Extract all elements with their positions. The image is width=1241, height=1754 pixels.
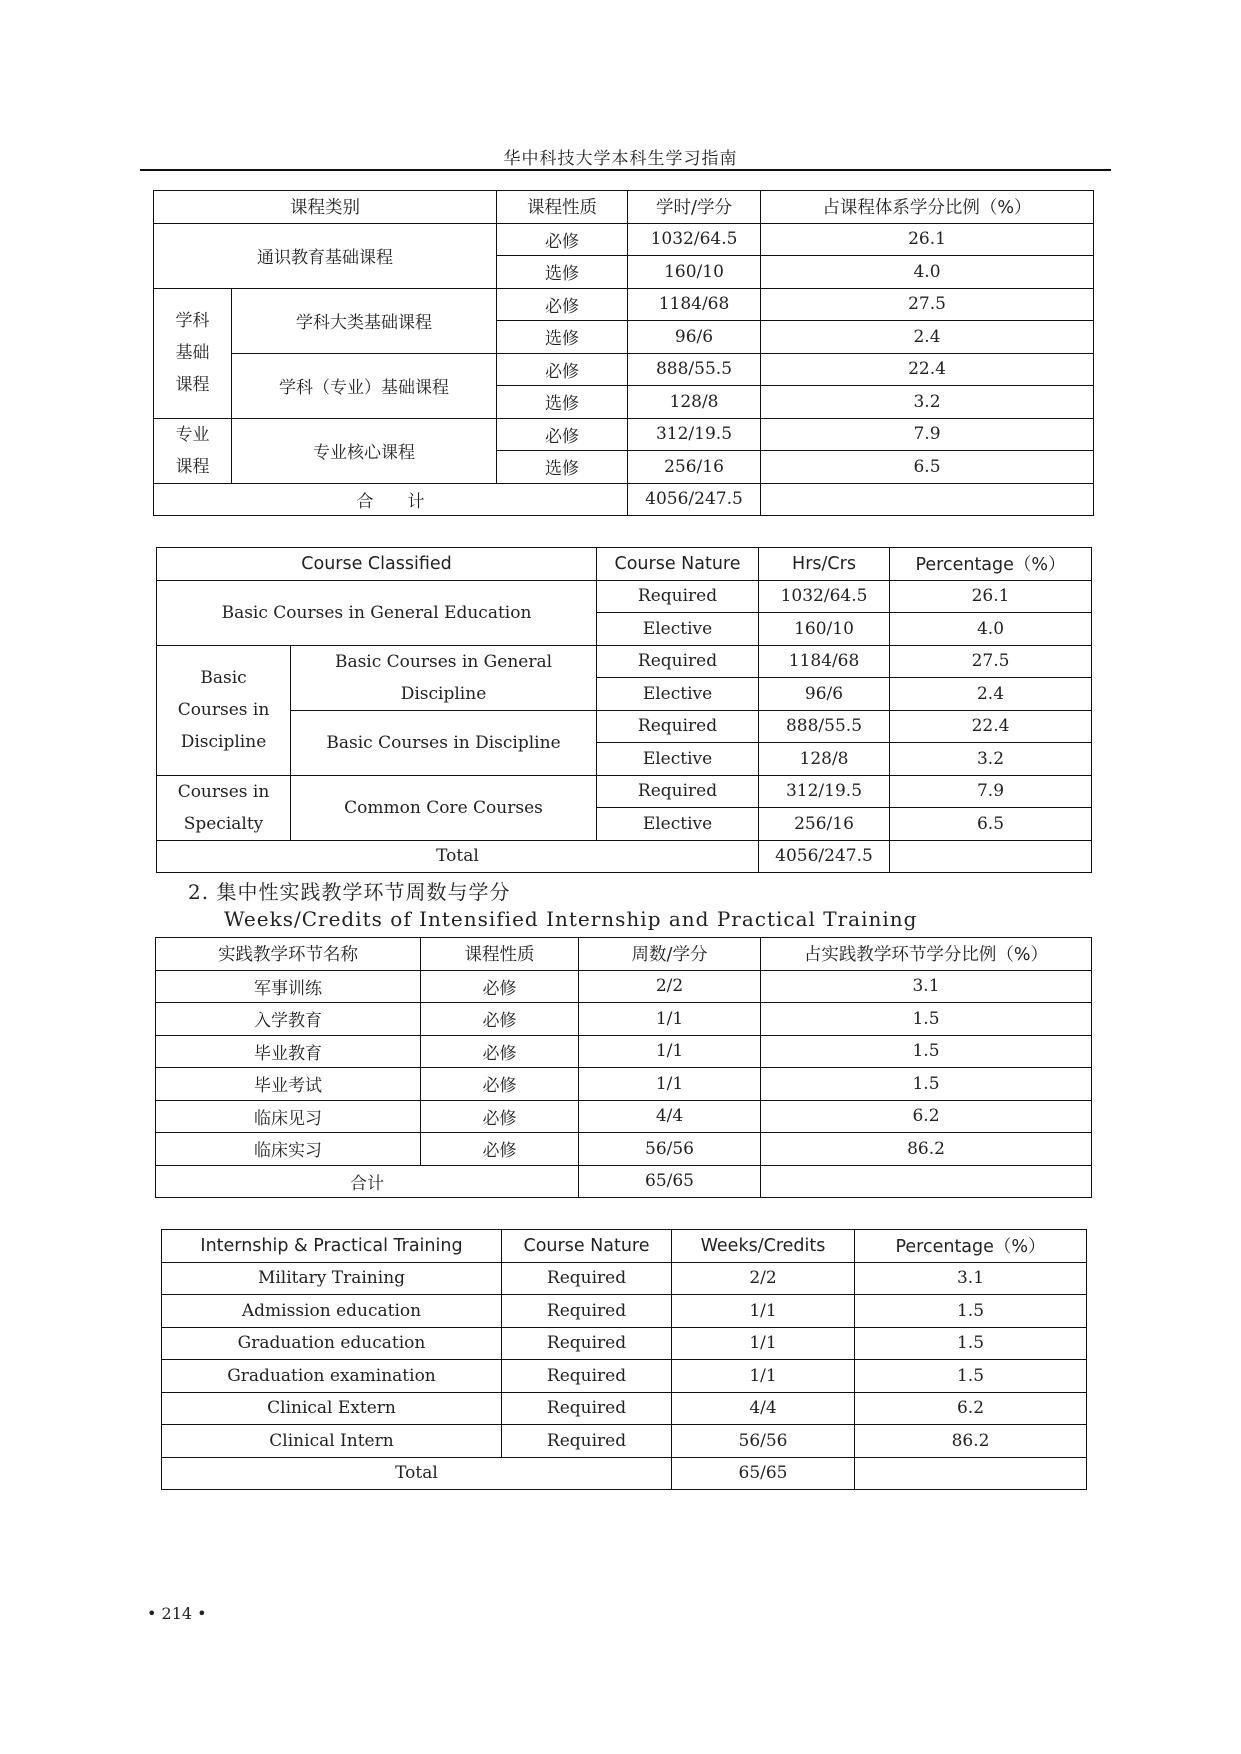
nature-cell: Required: [502, 1262, 672, 1295]
percent-cell: 1.5: [761, 1003, 1092, 1036]
header-cell: 占课程体系学分比例（%）: [761, 191, 1094, 224]
hours-cell: 256/16: [628, 451, 761, 484]
nature-cell: Required: [597, 710, 759, 743]
nature-cell: Required: [502, 1425, 672, 1458]
nature-cell: 必修: [497, 223, 628, 256]
hours-cell: 312/19.5: [759, 775, 890, 808]
table-header-row: [162, 1230, 1087, 1263]
table-row: [154, 223, 1094, 256]
percent-cell: 7.9: [890, 775, 1092, 808]
total-weeks-cell: 65/65: [672, 1457, 855, 1490]
name-cell: Graduation examination: [162, 1360, 502, 1393]
group-cell: Courses in Specialty: [157, 775, 291, 840]
nature-cell: 选修: [497, 321, 628, 354]
nature-cell: Required: [597, 645, 759, 678]
weeks-cell: 56/56: [672, 1425, 855, 1458]
percent-cell: 6.5: [761, 451, 1094, 484]
table-row: [157, 580, 1092, 613]
table-row: [154, 353, 1094, 386]
table-row: [156, 1133, 1092, 1166]
percent-cell: 86.2: [761, 1133, 1092, 1166]
percent-cell: 26.1: [890, 580, 1092, 613]
subcategory-cell: 学科大类基础课程: [232, 288, 497, 353]
name-cell: Military Training: [162, 1262, 502, 1295]
subcategory-cell: Basic Courses in General Discipline: [291, 645, 597, 710]
table-row: [154, 288, 1094, 321]
hours-cell: 96/6: [759, 678, 890, 711]
weeks-cell: 1/1: [579, 1035, 761, 1068]
hours-cell: 128/8: [759, 743, 890, 776]
header-cell: Course Classified: [157, 548, 597, 581]
total-percent-cell: [761, 1165, 1092, 1198]
practical-training-table-cn: [155, 937, 1092, 1198]
nature-cell: Required: [502, 1392, 672, 1425]
total-row: [157, 840, 1092, 873]
header-cell: 占实践教学环节学分比例（%）: [761, 938, 1092, 971]
percent-cell: 1.5: [761, 1068, 1092, 1101]
header-cell: 课程性质: [421, 938, 579, 971]
percent-cell: 3.1: [855, 1262, 1087, 1295]
nature-cell: Required: [597, 580, 759, 613]
course-structure-table-en: [156, 547, 1092, 873]
table-header-row: [156, 938, 1092, 971]
total-percent-cell: [890, 840, 1092, 873]
percent-cell: 6.2: [761, 1100, 1092, 1133]
name-cell: 临床见习: [156, 1100, 421, 1133]
nature-cell: 必修: [421, 1003, 579, 1036]
total-row: [162, 1457, 1087, 1490]
nature-cell: Required: [502, 1327, 672, 1360]
table-row: [162, 1262, 1087, 1295]
total-percent-cell: [855, 1457, 1087, 1490]
percent-cell: 27.5: [890, 645, 1092, 678]
weeks-cell: 4/4: [672, 1392, 855, 1425]
hours-cell: 1032/64.5: [628, 223, 761, 256]
total-weeks-cell: 65/65: [579, 1165, 761, 1198]
weeks-cell: 4/4: [579, 1100, 761, 1133]
header-cell: Weeks/Credits: [672, 1230, 855, 1263]
category-cell: 通识教育基础课程: [154, 223, 497, 288]
table-header-row: [157, 548, 1092, 581]
name-cell: 临床实习: [156, 1133, 421, 1166]
nature-cell: Elective: [597, 678, 759, 711]
table-row: [156, 1035, 1092, 1068]
header-cell: 实践教学环节名称: [156, 938, 421, 971]
section-title-en: Weeks/Credits of Intensified Internship and Practical Training: [224, 907, 918, 931]
percent-cell: 27.5: [761, 288, 1094, 321]
percent-cell: 7.9: [761, 418, 1094, 451]
nature-cell: 必修: [497, 418, 628, 451]
course-structure-table-cn: [153, 190, 1094, 516]
nature-cell: 选修: [497, 451, 628, 484]
name-cell: Graduation education: [162, 1327, 502, 1360]
table-row: [157, 645, 1092, 678]
hours-cell: 888/55.5: [628, 353, 761, 386]
nature-cell: 选修: [497, 386, 628, 419]
hours-cell: 1032/64.5: [759, 580, 890, 613]
nature-cell: 必修: [421, 1035, 579, 1068]
total-hours-cell: 4056/247.5: [628, 483, 761, 516]
nature-cell: Required: [502, 1360, 672, 1393]
percent-cell: 3.2: [761, 386, 1094, 419]
weeks-cell: 1/1: [672, 1295, 855, 1328]
total-label-cell: 合计: [156, 1165, 579, 1198]
name-cell: Clinical Extern: [162, 1392, 502, 1425]
weeks-cell: 1/1: [579, 1003, 761, 1036]
header-cell: Percentage（%）: [890, 548, 1092, 581]
header-cell: Hrs/Crs: [759, 548, 890, 581]
nature-cell: 必修: [421, 1068, 579, 1101]
percent-cell: 1.5: [761, 1035, 1092, 1068]
table-row: [156, 1068, 1092, 1101]
table-row: [156, 970, 1092, 1003]
total-label-cell: Total: [162, 1457, 672, 1490]
hours-cell: 888/55.5: [759, 710, 890, 743]
subcategory-cell: 学科（专业）基础课程: [232, 353, 497, 418]
total-hours-cell: 4056/247.5: [759, 840, 890, 873]
page-number: • 214 •: [147, 1604, 207, 1623]
table-header-row: [154, 191, 1094, 224]
nature-cell: Required: [597, 775, 759, 808]
percent-cell: 3.2: [890, 743, 1092, 776]
table-row: [162, 1425, 1087, 1458]
header-cell: 课程类别: [154, 191, 497, 224]
subcategory-cell: Common Core Courses: [291, 775, 597, 840]
subcategory-cell: Basic Courses in Discipline: [291, 710, 597, 775]
group-cell: 学科 基础 课程: [154, 288, 232, 418]
total-row: [156, 1165, 1092, 1198]
name-cell: 入学教育: [156, 1003, 421, 1036]
hours-cell: 96/6: [628, 321, 761, 354]
percent-cell: 1.5: [855, 1295, 1087, 1328]
weeks-cell: 1/1: [672, 1360, 855, 1393]
hours-cell: 128/8: [628, 386, 761, 419]
header-cell: Percentage（%）: [855, 1230, 1087, 1263]
subcategory-cell: 专业核心课程: [232, 418, 497, 483]
total-row: [154, 483, 1094, 516]
table-row: [154, 418, 1094, 451]
total-label-cell: Total: [157, 840, 759, 873]
nature-cell: 必修: [421, 1100, 579, 1133]
percent-cell: 1.5: [855, 1360, 1087, 1393]
nature-cell: 必修: [421, 970, 579, 1003]
table-row: [162, 1392, 1087, 1425]
name-cell: 毕业考试: [156, 1068, 421, 1101]
header-rule: [140, 169, 1111, 171]
table-row: [157, 775, 1092, 808]
percent-cell: 86.2: [855, 1425, 1087, 1458]
hours-cell: 312/19.5: [628, 418, 761, 451]
percent-cell: 1.5: [855, 1327, 1087, 1360]
table-row: [156, 1003, 1092, 1036]
table-row: [156, 1100, 1092, 1133]
percent-cell: 6.2: [855, 1392, 1087, 1425]
hours-cell: 256/16: [759, 808, 890, 841]
nature-cell: Elective: [597, 613, 759, 646]
weeks-cell: 56/56: [579, 1133, 761, 1166]
hours-cell: 160/10: [759, 613, 890, 646]
table-row: [162, 1360, 1087, 1393]
percent-cell: 3.1: [761, 970, 1092, 1003]
percent-cell: 4.0: [890, 613, 1092, 646]
nature-cell: 选修: [497, 256, 628, 289]
running-header: 华中科技大学本科生学习指南: [503, 149, 738, 169]
nature-cell: Elective: [597, 808, 759, 841]
percent-cell: 4.0: [761, 256, 1094, 289]
header-cell: 学时/学分: [628, 191, 761, 224]
table-row: [162, 1327, 1087, 1360]
weeks-cell: 1/1: [672, 1327, 855, 1360]
category-cell: Basic Courses in General Education: [157, 580, 597, 645]
name-cell: Clinical Intern: [162, 1425, 502, 1458]
practical-training-table-en: [161, 1229, 1087, 1490]
section-title-cn: 2. 集中性实践教学环节周数与学分: [188, 880, 511, 904]
percent-cell: 2.4: [890, 678, 1092, 711]
nature-cell: 必修: [421, 1133, 579, 1166]
header-cell: Internship & Practical Training: [162, 1230, 502, 1263]
hours-cell: 1184/68: [628, 288, 761, 321]
percent-cell: 6.5: [890, 808, 1092, 841]
nature-cell: 必修: [497, 353, 628, 386]
percent-cell: 22.4: [761, 353, 1094, 386]
name-cell: Admission education: [162, 1295, 502, 1328]
percent-cell: 22.4: [890, 710, 1092, 743]
hours-cell: 1184/68: [759, 645, 890, 678]
percent-cell: 2.4: [761, 321, 1094, 354]
table-row: [162, 1295, 1087, 1328]
header-cell: 周数/学分: [579, 938, 761, 971]
group-cell: 专业 课程: [154, 418, 232, 483]
name-cell: 毕业教育: [156, 1035, 421, 1068]
table-row: [157, 710, 1092, 743]
weeks-cell: 2/2: [672, 1262, 855, 1295]
nature-cell: 必修: [497, 288, 628, 321]
nature-cell: Elective: [597, 743, 759, 776]
total-label-cell: 合 计: [154, 483, 628, 516]
nature-cell: Required: [502, 1295, 672, 1328]
header-cell: Course Nature: [597, 548, 759, 581]
total-percent-cell: [761, 483, 1094, 516]
hours-cell: 160/10: [628, 256, 761, 289]
percent-cell: 26.1: [761, 223, 1094, 256]
weeks-cell: 2/2: [579, 970, 761, 1003]
group-cell: Basic Courses in Discipline: [157, 645, 291, 775]
name-cell: 军事训练: [156, 970, 421, 1003]
header-cell: Course Nature: [502, 1230, 672, 1263]
header-cell: 课程性质: [497, 191, 628, 224]
weeks-cell: 1/1: [579, 1068, 761, 1101]
